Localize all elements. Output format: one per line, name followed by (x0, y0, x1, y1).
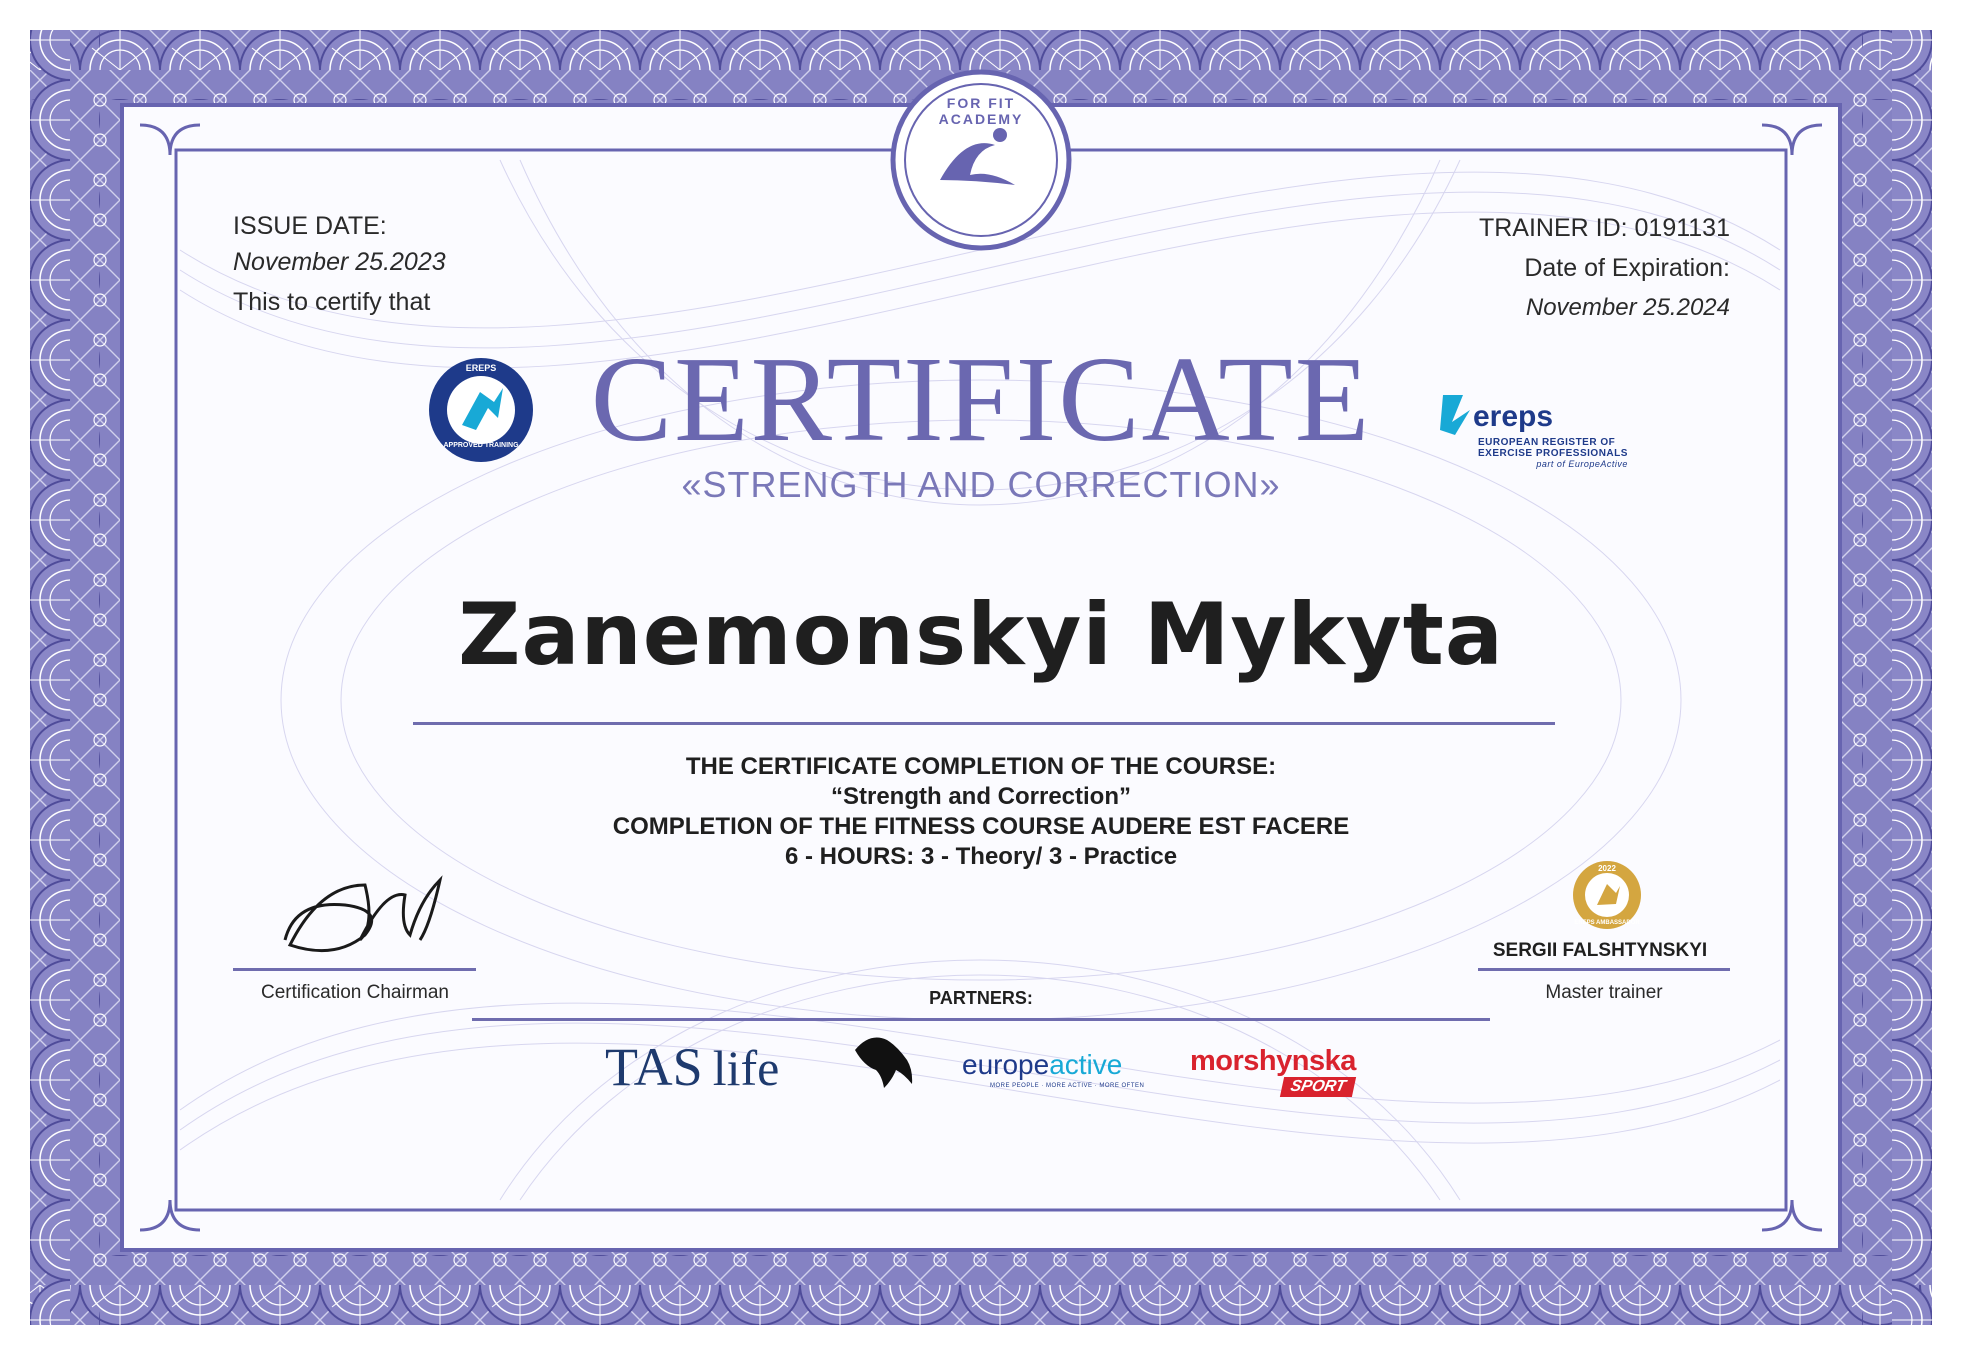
trainer-signature-line (1478, 968, 1730, 971)
certificate-title: CERTIFICATE (590, 332, 1372, 467)
trainer-id: TRAINER ID: 0191131 (1478, 214, 1730, 242)
course-line-3: COMPLETION OF THE FITNESS COURSE AUDERE EST FACERE (612, 813, 1350, 840)
chairman-caption: Certification Chairman (261, 982, 449, 1003)
ereps-badge-top-text: EREPS (465, 363, 497, 373)
course-line-1: THE CERTIFICATE COMPLETION OF THE COURSE: (685, 753, 1277, 780)
europeactive-tagline: MORE PEOPLE · MORE ACTIVE · MORE OFTEN (990, 1083, 1145, 1089)
ambassador-year: 2022 (1598, 864, 1616, 873)
chairman-signature-line (233, 968, 476, 971)
course-line-4: 6 - HOURS: 3 - Theory/ 3 - Practice (784, 843, 1178, 870)
issue-block (233, 208, 446, 320)
expiration-label: Date of Expiration: (1524, 254, 1730, 282)
europeactive-logo (962, 1048, 1144, 1090)
trainer-caption: Master trainer (1545, 982, 1663, 1003)
course-description (0, 752, 1962, 872)
partners-underline (472, 1018, 1490, 1021)
recipient-name: Zanemonskyi Mykyta (458, 585, 1504, 685)
ereps-logo-line1: EUROPEAN REGISTER OF (1478, 437, 1616, 448)
europeactive-logo-a: europe (962, 1049, 1050, 1080)
ereps-logo-word: ereps (1473, 400, 1554, 433)
morshynska-logo-a: morshynska (1190, 1045, 1356, 1077)
expiration-date: November 25.2024 (1525, 294, 1730, 321)
ereps-logo-line2: EXERCISE PROFESSIONALS (1478, 448, 1628, 459)
taslife-logo-a: TAS (605, 1037, 703, 1097)
academy-seal-text: FOR FIT ACADEMY (938, 95, 1024, 127)
certify-text: This to certify that (233, 288, 431, 316)
morshynska-logo (1190, 1045, 1356, 1097)
trainer-block (1479, 208, 1730, 328)
certificate-subtitle: «STRENGTH AND CORRECTION» (681, 464, 1281, 505)
taslife-logo-b: life (712, 1040, 780, 1096)
name-underline (413, 722, 1555, 725)
ereps-badge-bottom-text: APPROVED TRAINING (443, 442, 519, 449)
issue-date-value: November 25.2023 (233, 248, 446, 276)
europeactive-logo-b: active (1049, 1049, 1123, 1080)
course-line-2: “Strength and Correction” (830, 783, 1131, 810)
taslife-logo (605, 1037, 779, 1098)
ereps-logo-line3: part of EuropeActive (1536, 459, 1628, 469)
partners-label: PARTNERS: (929, 988, 1033, 1008)
ambassador-text: EREPS AMBASSADOR (1574, 920, 1640, 926)
morshynska-logo-b: SPORT (1280, 1077, 1356, 1097)
trainer-name: SERGII FALSHTYNSKYI (1492, 940, 1708, 961)
issue-date-label: ISSUE DATE: (233, 212, 387, 240)
